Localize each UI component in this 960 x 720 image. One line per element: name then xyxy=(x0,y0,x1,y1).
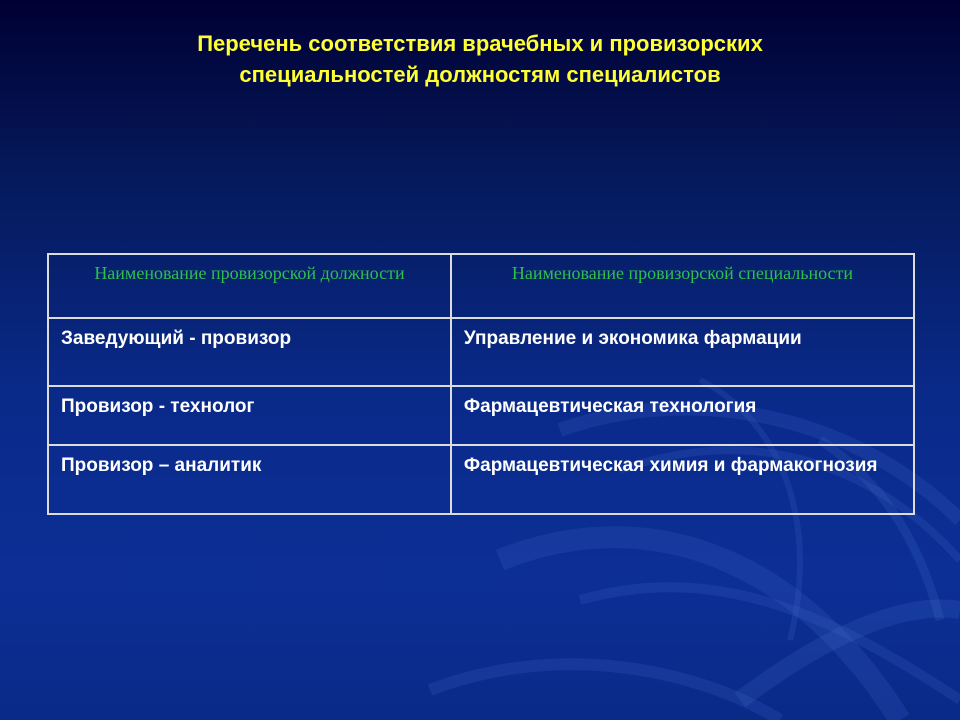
table-row xyxy=(48,318,914,386)
slide-title-line-1: Перечень соответствия врачебных и провизорских xyxy=(197,31,763,56)
cell-specialty: Фармацевтическая химия и фармакогнозия xyxy=(451,445,914,514)
cell-position: Провизор – аналитик xyxy=(48,445,451,514)
table-header-row xyxy=(48,254,914,318)
specialties-table xyxy=(47,253,915,515)
slide-title xyxy=(0,28,960,90)
slide-title-line-2: специальностей должностям специалистов xyxy=(239,62,721,87)
table-row xyxy=(48,445,914,514)
cell-position: Заведующий - провизор xyxy=(48,318,451,386)
cell-specialty: Фармацевтическая технология xyxy=(451,386,914,445)
table-row xyxy=(48,386,914,445)
cell-position: Провизор - технолог xyxy=(48,386,451,445)
header-position: Наименование провизорской должности xyxy=(48,254,451,318)
header-specialty: Наименование провизорской специальности xyxy=(451,254,914,318)
cell-specialty: Управление и экономика фармации xyxy=(451,318,914,386)
